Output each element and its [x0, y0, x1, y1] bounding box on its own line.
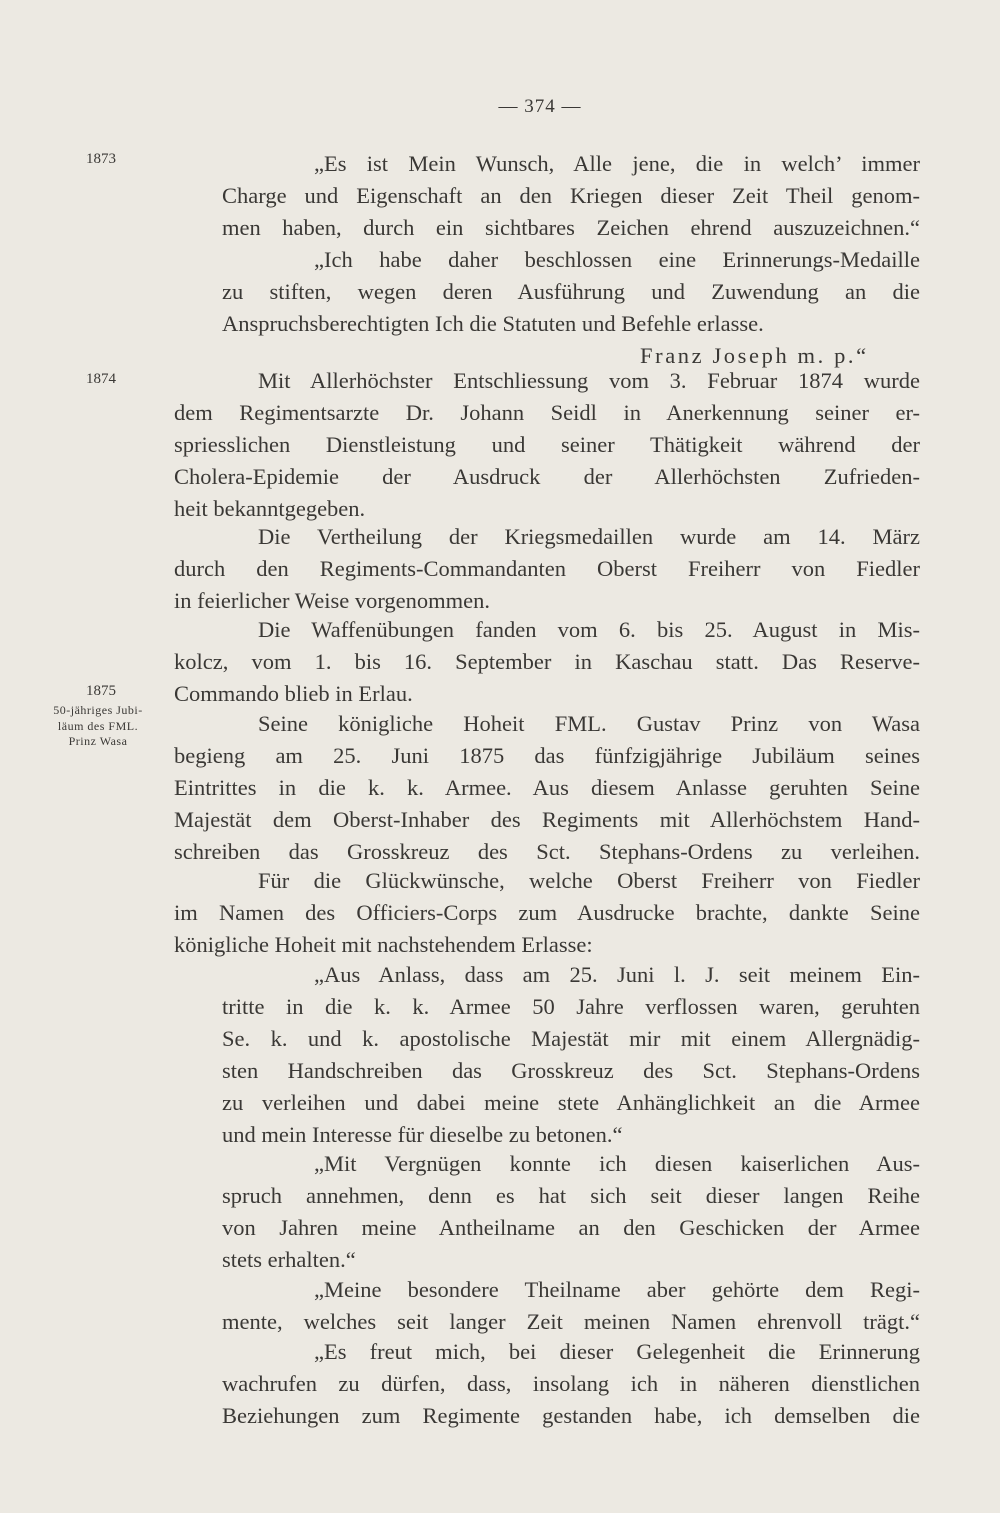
text-line: „Aus Anlass, dass am 25. Juni l. J. seit meinem Ein- [314, 962, 920, 987]
text-line: stets erhalten.“ [222, 1247, 356, 1272]
text-line: Die Vertheilung der Kriegsmedaillen wurde am 14. März [258, 524, 920, 549]
text-line: Beziehungen zum Regimente gestanden habe, ich demselben die [222, 1403, 920, 1428]
text-line: „Ich habe daher beschlossen eine Erinnerungs-Medaille [314, 247, 920, 272]
margin-note-jubilee [42, 703, 154, 750]
text-line: Anspruchsberechtigten Ich die Statuten und Befehle erlasse. [222, 311, 764, 336]
text-line: „Meine besondere Theilname aber gehörte dem Regi- [314, 1277, 920, 1302]
text-line: heit bekanntgegeben. [174, 496, 366, 521]
text-line: Eintrittes in die k. k. Armee. Aus diesem Anlasse geruhten Seine [174, 775, 920, 800]
text-line: durch den Regiments-Commandanten Oberst Freiherr von Fiedler [174, 556, 920, 581]
text-line: dem Regimentsarzte Dr. Johann Seidl in Anerkennung seiner er- [174, 400, 920, 425]
text-line: zu verleihen und dabei meine stete Anhänglichkeit an die Armee [222, 1090, 920, 1115]
text-line: Charge und Eigenschaft an den Kriegen dieser Zeit Theil genom- [222, 183, 920, 208]
text-line: Die Waffenübungen fanden vom 6. bis 25. August in Mis- [258, 617, 920, 642]
margin-year-1874: 1874 [86, 371, 116, 387]
margin-note-line: 50-jähriges Jubi- [53, 703, 143, 717]
text-line: sten Handschreiben das Grosskreuz des Sct. Stephans-Ordens [222, 1058, 920, 1083]
text-line: wachrufen zu dürfen, dass, insolang ich in näheren dienstlichen [222, 1371, 920, 1396]
text-line: men haben, durch ein sichtbares Zeichen ehrend auszuzeichnen.“ [222, 215, 920, 240]
text-line: tritte in die k. k. Armee 50 Jahre verflossen waren, geruhten [222, 994, 920, 1019]
text-line: „Es ist Mein Wunsch, Alle jene, die in welch’ immer [314, 151, 920, 176]
text-line: Mit Allerhöchster Entschliessung vom 3. Februar 1874 wurde [258, 368, 920, 393]
margin-year-1873: 1873 [86, 151, 116, 167]
text-line: spruch annehmen, denn es hat sich seit dieser langen Reihe [222, 1183, 920, 1208]
text-line: Cholera-Epidemie der Ausdruck der Allerhöchsten Zufrieden- [174, 464, 920, 489]
text-line: schreiben das Grosskreuz des Sct. Stephans-Ordens zu verleihen. [174, 839, 920, 864]
page-number: — 374 — [498, 96, 582, 117]
text-line: Se. k. und k. apostolische Majestät mir mit einem Allergnädig- [222, 1026, 920, 1051]
text-line: „Es freut mich, bei dieser Gelegenheit die Erinnerung [314, 1339, 920, 1364]
text-line: königliche Hoheit mit nachstehendem Erlasse: [174, 932, 593, 957]
margin-note-line: Prinz Wasa [68, 734, 128, 749]
text-line: in feierlicher Weise vorgenommen. [174, 588, 490, 613]
margin-year-1875: 1875 [86, 683, 116, 699]
text-line: Majestät dem Oberst-Inhaber des Regiments mit Allerhöchstem Hand- [174, 807, 920, 832]
text-line: von Jahren meine Antheilname an den Geschicken der Armee [222, 1215, 920, 1240]
text-line: und mein Interesse für dieselbe zu betonen.“ [222, 1122, 623, 1147]
text-line: Commando blieb in Erlau. [174, 681, 413, 706]
text-line: Seine königliche Hoheit FML. Gustav Prinz von Wasa [258, 711, 920, 736]
text-line: „Mit Vergnügen konnte ich diesen kaiserlichen Aus- [314, 1151, 920, 1176]
text-line: spriesslichen Dienstleistung und seiner Thätigkeit während der [174, 432, 920, 457]
text-line: kolcz, vom 1. bis 16. September in Kaschau statt. Das Reserve- [174, 649, 920, 674]
signature-line: Franz Joseph m. p.“ [640, 343, 869, 368]
text-line: im Namen des Officiers-Corps zum Ausdrucke brachte, dankte Seine [174, 900, 920, 925]
text-line: zu stiften, wegen deren Ausführung und Zuwendung an die [222, 279, 920, 304]
text-line: Für die Glückwünsche, welche Oberst Freiherr von Fiedler [258, 868, 920, 893]
text-line: begieng am 25. Juni 1875 das fünfzigjährige Jubiläum seines [174, 743, 920, 768]
margin-note-line: läum des FML. [57, 718, 139, 733]
text-line: mente, welches seit langer Zeit meinen Namen ehrenvoll trägt.“ [222, 1309, 920, 1334]
